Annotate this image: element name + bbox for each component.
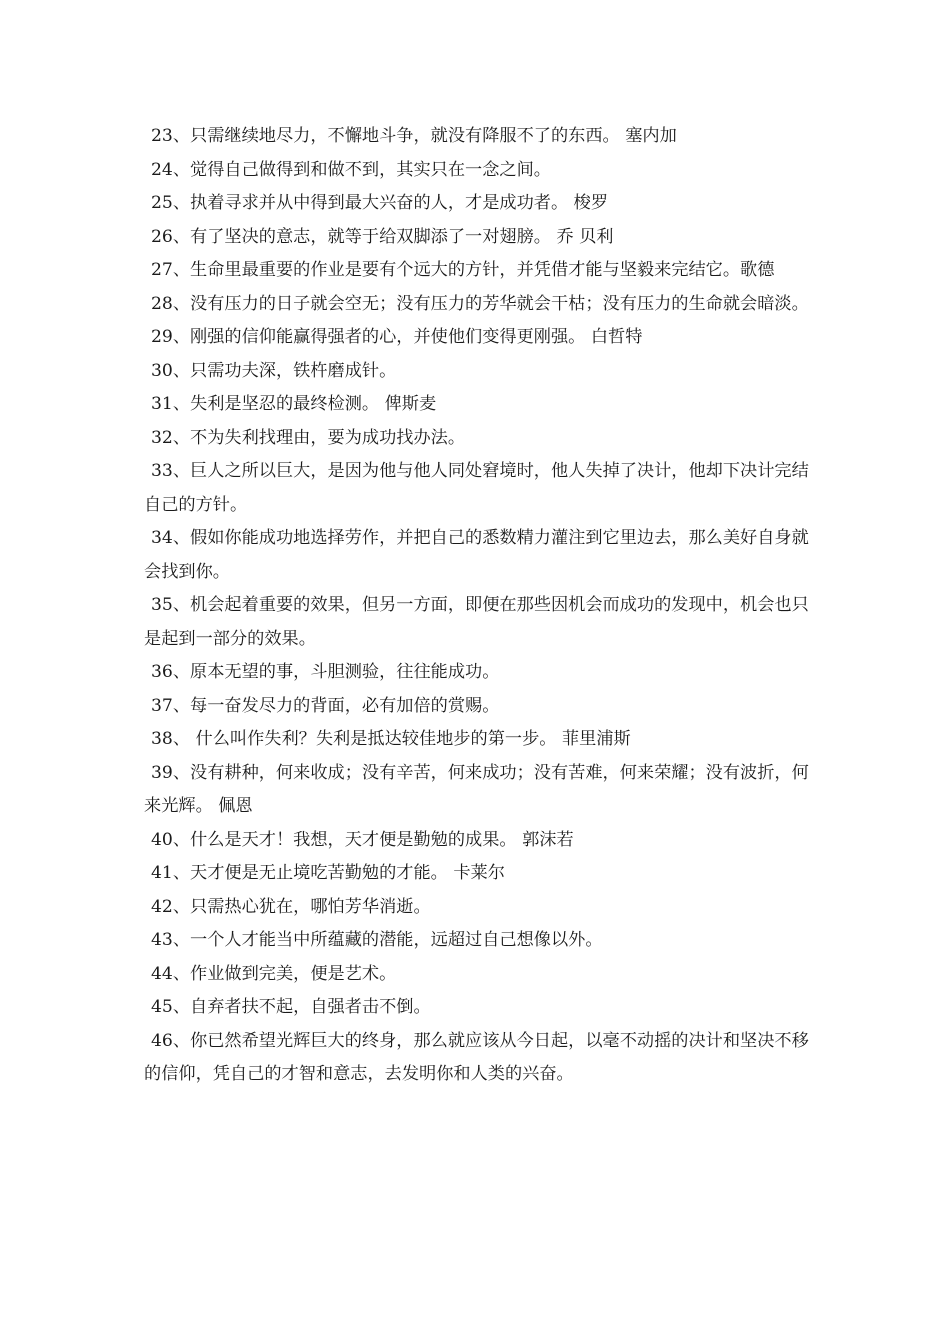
quote-list bbox=[144, 120, 809, 1092]
quote-item: 44、作业做到完美，便是艺术。 bbox=[151, 963, 397, 984]
quote-item: 31、失利是坚忍的最终检测。 俾斯麦 bbox=[151, 394, 437, 414]
quote-item: 43、一个人才能当中所蕴藏的潜能，远超过自己想像以外。 bbox=[151, 930, 603, 950]
quote-item: 36、原本无望的事，斗胆测验，往往能成功。 bbox=[151, 662, 500, 682]
quote-item: 41、天才便是无止境吃苦勤勉的才能。 卡莱尔 bbox=[151, 863, 505, 883]
quote-item: 23、只需继续地尽力，不懈地斗争，就没有降服不了的东西。 塞内加 bbox=[151, 126, 677, 146]
quote-item: 35、机会起着重要的效果，但另一方面，即便在那些因机会而成功的发现中，机会也只是起到一部分的效果。 bbox=[144, 595, 809, 649]
quote-item: 26、有了坚决的意志，就等于给双脚添了一对翅膀。 乔 贝利 bbox=[151, 226, 614, 247]
quote-item: 32、不为失利找理由，要为成功找办法。 bbox=[151, 427, 466, 448]
quote-item: 45、自弃者扶不起，自强者击不倒。 bbox=[151, 997, 431, 1017]
quote-item: 29、刚强的信仰能赢得强者的心，并使他们变得更刚强。 白哲特 bbox=[151, 327, 643, 347]
quote-item: 39、没有耕种，何来收成；没有辛苦，何来成功；没有苦难，何来荣耀；没有波折，何来光辉。 佩恩 bbox=[144, 762, 809, 816]
quote-item: 24、觉得自己做得到和做不到，其实只在一念之间。 bbox=[151, 159, 551, 180]
quote-item: 46、你已然希望光辉巨大的终身，那么就应该从今日起，以毫不动摇的决计和坚决不移的信仰，凭自己的才智和意志，去发明你和人类的兴奋。 bbox=[144, 1030, 809, 1084]
quote-item: 25、执着寻求并从中得到最大兴奋的人，才是成功者。 梭罗 bbox=[151, 193, 609, 213]
quote-item: 27、生命里最重要的作业是要有个远大的方针，并凭借才能与坚毅来完结它。歌德 bbox=[151, 260, 775, 280]
quote-item: 33、巨人之所以巨大，是因为他与他人同处窘境时，他人失掉了决计，他却下决计完结自己的方针。 bbox=[144, 461, 809, 515]
quote-item: 30、只需功夫深，铁杵磨成针。 bbox=[151, 360, 397, 381]
quote-item: 42、只需热心犹在，哪怕芳华消逝。 bbox=[151, 896, 431, 917]
quote-item: 37、每一奋发尽力的背面，必有加倍的赏赐。 bbox=[151, 695, 500, 716]
quote-item: 28、没有压力的日子就会空无；没有压力的芳华就会干枯；没有压力的生命就会暗淡。 bbox=[151, 293, 809, 314]
quote-item: 34、假如你能成功地选择劳作，并把自己的悉数精力灌注到它里边去，那么美好自身就会找到你。 bbox=[144, 528, 809, 582]
quote-item: 40、什么是天才！我想，天才便是勤勉的成果。 郭沫若 bbox=[151, 829, 574, 850]
quote-item: 38、 什么叫作失利？失利是抵达较佳地步的第一步。 菲里浦斯 bbox=[151, 729, 631, 749]
